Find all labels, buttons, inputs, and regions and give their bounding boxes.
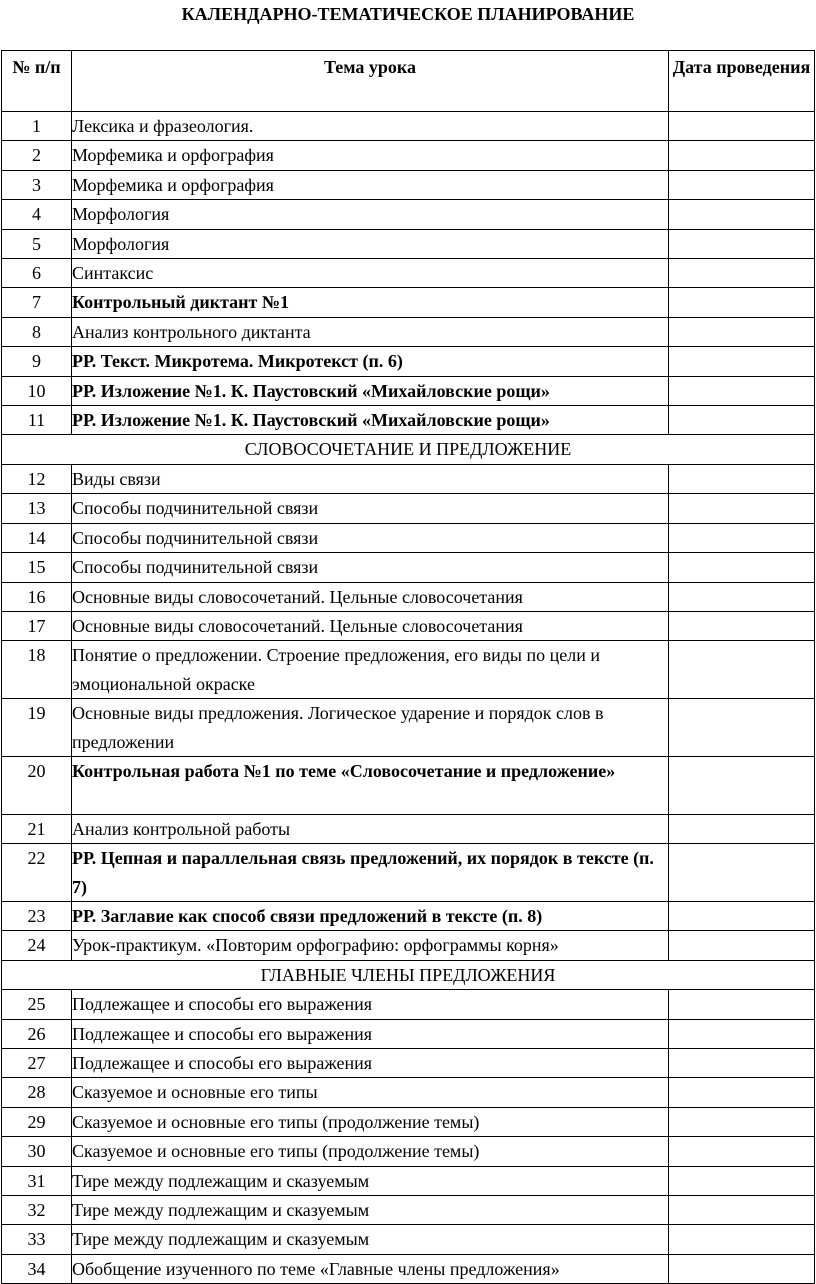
lesson-number: 14 <box>2 523 72 552</box>
lesson-date-cell[interactable] <box>669 259 815 288</box>
lesson-date-cell[interactable] <box>669 553 815 582</box>
table-row <box>2 406 815 435</box>
lesson-topic: РР. Заглавие как способ связи предложений в тексте (п. 8) <box>72 901 669 930</box>
table-row <box>2 141 815 170</box>
lesson-date-cell[interactable] <box>669 611 815 640</box>
lesson-date-cell[interactable] <box>669 200 815 229</box>
lesson-topic: РР. Изложение №1. К. Паустовский «Михайловские рощи» <box>72 376 669 405</box>
section-row <box>2 960 815 989</box>
lesson-topic: Морфология <box>72 200 669 229</box>
lesson-topic: Способы подчинительной связи <box>72 553 669 582</box>
table-row <box>2 582 815 611</box>
lesson-topic: Морфемика и орфография <box>72 141 669 170</box>
lesson-number: 8 <box>2 317 72 346</box>
table-row <box>2 288 815 317</box>
lesson-date-cell[interactable] <box>669 814 815 843</box>
lesson-number: 18 <box>2 641 72 699</box>
lesson-date-cell[interactable] <box>669 756 815 814</box>
lesson-topic: Морфемика и орфография <box>72 170 669 199</box>
table-row <box>2 1137 815 1166</box>
lesson-number: 1 <box>2 112 72 141</box>
lesson-date-cell[interactable] <box>669 229 815 258</box>
lesson-number: 13 <box>2 494 72 523</box>
table-row <box>2 1254 815 1283</box>
lesson-date-cell[interactable] <box>669 931 815 960</box>
lesson-number: 11 <box>2 406 72 435</box>
lesson-topic: Контрольная работа №1 по теме «Словосочетание и предложение» <box>72 756 669 814</box>
table-row <box>2 1019 815 1048</box>
table-row <box>2 170 815 199</box>
lesson-date-cell[interactable] <box>669 844 815 902</box>
lesson-topic: Подлежащее и способы его выражения <box>72 1019 669 1048</box>
lesson-number: 22 <box>2 844 72 902</box>
table-row <box>2 494 815 523</box>
lesson-number: 21 <box>2 814 72 843</box>
table-row <box>2 1166 815 1195</box>
lesson-number: 2 <box>2 141 72 170</box>
lesson-date-cell[interactable] <box>669 1166 815 1195</box>
table-row <box>2 844 815 902</box>
lesson-number: 27 <box>2 1048 72 1077</box>
table-row <box>2 317 815 346</box>
lesson-date-cell[interactable] <box>669 641 815 699</box>
lesson-number: 30 <box>2 1137 72 1166</box>
lesson-topic: Обобщение изученного по теме «Главные члены предложения» <box>72 1254 669 1283</box>
lesson-number: 4 <box>2 200 72 229</box>
table-row <box>2 611 815 640</box>
lesson-topic: Основные виды словосочетаний. Цельные словосочетания <box>72 611 669 640</box>
table-row <box>2 1048 815 1077</box>
lesson-plan-table <box>1 50 815 1284</box>
lesson-number: 19 <box>2 699 72 757</box>
table-row <box>2 259 815 288</box>
table-body <box>2 112 815 1284</box>
lesson-number: 9 <box>2 347 72 376</box>
lesson-topic: Основные виды словосочетаний. Цельные словосочетания <box>72 582 669 611</box>
lesson-date-cell[interactable] <box>669 1019 815 1048</box>
lesson-number: 7 <box>2 288 72 317</box>
lesson-topic: Способы подчинительной связи <box>72 523 669 552</box>
lesson-topic: Морфология <box>72 229 669 258</box>
table-row <box>2 464 815 493</box>
lesson-topic: Понятие о предложении. Строение предложения, его виды по цели и эмоциональной окраске <box>72 641 669 699</box>
lesson-date-cell[interactable] <box>669 170 815 199</box>
header-topic: Тема урока <box>72 51 669 112</box>
header-num: № п/п <box>2 51 72 112</box>
lesson-number: 17 <box>2 611 72 640</box>
lesson-date-cell[interactable] <box>669 376 815 405</box>
table-row <box>2 1107 815 1136</box>
lesson-date-cell[interactable] <box>669 582 815 611</box>
lesson-date-cell[interactable] <box>669 1196 815 1225</box>
lesson-number: 5 <box>2 229 72 258</box>
lesson-topic: Контрольный диктант №1 <box>72 288 669 317</box>
lesson-date-cell[interactable] <box>669 317 815 346</box>
lesson-date-cell[interactable] <box>669 1254 815 1283</box>
lesson-date-cell[interactable] <box>669 699 815 757</box>
lesson-date-cell[interactable] <box>669 112 815 141</box>
lesson-topic: Тире между подлежащим и сказуемым <box>72 1225 669 1254</box>
lesson-number: 3 <box>2 170 72 199</box>
lesson-number: 12 <box>2 464 72 493</box>
lesson-date-cell[interactable] <box>669 1048 815 1077</box>
table-row <box>2 1078 815 1107</box>
lesson-number: 26 <box>2 1019 72 1048</box>
lesson-number: 31 <box>2 1166 72 1195</box>
lesson-topic: Подлежащее и способы его выражения <box>72 990 669 1019</box>
lesson-topic: Тире между подлежащим и сказуемым <box>72 1196 669 1225</box>
lesson-topic: Лексика и фразеология. <box>72 112 669 141</box>
lesson-date-cell[interactable] <box>669 347 815 376</box>
table-row <box>2 1196 815 1225</box>
lesson-number: 20 <box>2 756 72 814</box>
lesson-number: 33 <box>2 1225 72 1254</box>
lesson-date-cell[interactable] <box>669 406 815 435</box>
table-row <box>2 931 815 960</box>
lesson-number: 28 <box>2 1078 72 1107</box>
table-row <box>2 641 815 699</box>
table-row <box>2 756 815 814</box>
header-date: Дата проведения <box>669 51 815 112</box>
lesson-topic: РР. Изложение №1. К. Паустовский «Михайловские рощи» <box>72 406 669 435</box>
lesson-date-cell[interactable] <box>669 901 815 930</box>
table-row <box>2 990 815 1019</box>
table-row <box>2 112 815 141</box>
lesson-number: 23 <box>2 901 72 930</box>
lesson-number: 15 <box>2 553 72 582</box>
lesson-number: 24 <box>2 931 72 960</box>
table-row <box>2 229 815 258</box>
lesson-number: 16 <box>2 582 72 611</box>
section-title: ГЛАВНЫЕ ЧЛЕНЫ ПРЕДЛОЖЕНИЯ <box>2 960 815 989</box>
lesson-date-cell[interactable] <box>669 288 815 317</box>
lesson-date-cell[interactable] <box>669 1107 815 1136</box>
lesson-topic: РР. Цепная и параллельная связь предложений, их порядок в тексте (п. 7) <box>72 844 669 902</box>
lesson-number: 34 <box>2 1254 72 1283</box>
lesson-number: 32 <box>2 1196 72 1225</box>
lesson-date-cell[interactable] <box>669 1078 815 1107</box>
lesson-topic: РР. Текст. Микротема. Микротекст (п. 6) <box>72 347 669 376</box>
lesson-date-cell[interactable] <box>669 1137 815 1166</box>
lesson-topic: Сказуемое и основные его типы <box>72 1078 669 1107</box>
lesson-topic: Сказуемое и основные его типы (продолжение темы) <box>72 1107 669 1136</box>
lesson-topic: Тире между подлежащим и сказуемым <box>72 1166 669 1195</box>
lesson-topic: Анализ контрольного диктанта <box>72 317 669 346</box>
table-row <box>2 376 815 405</box>
lesson-topic: Подлежащее и способы его выражения <box>72 1048 669 1077</box>
lesson-date-cell[interactable] <box>669 990 815 1019</box>
lesson-date-cell[interactable] <box>669 523 815 552</box>
table-row <box>2 347 815 376</box>
lesson-number: 25 <box>2 990 72 1019</box>
lesson-date-cell[interactable] <box>669 494 815 523</box>
lesson-topic: Сказуемое и основные его типы (продолжение темы) <box>72 1137 669 1166</box>
lesson-date-cell[interactable] <box>669 141 815 170</box>
table-row <box>2 553 815 582</box>
lesson-topic: Виды связи <box>72 464 669 493</box>
table-row <box>2 699 815 757</box>
lesson-topic: Синтаксис <box>72 259 669 288</box>
lesson-date-cell[interactable] <box>669 464 815 493</box>
table-row <box>2 814 815 843</box>
lesson-number: 10 <box>2 376 72 405</box>
lesson-topic: Анализ контрольной работы <box>72 814 669 843</box>
lesson-number: 6 <box>2 259 72 288</box>
lesson-topic: Способы подчинительной связи <box>72 494 669 523</box>
section-title: СЛОВОСОЧЕТАНИЕ И ПРЕДЛОЖЕНИЕ <box>2 435 815 464</box>
table-header-row <box>2 51 815 112</box>
table-row <box>2 200 815 229</box>
document-title: КАЛЕНДАРНО-ТЕМАТИЧЕСКОЕ ПЛАНИРОВАНИЕ <box>181 4 635 24</box>
lesson-topic: Основные виды предложения. Логическое ударение и порядок слов в предложении <box>72 699 669 757</box>
lesson-number: 29 <box>2 1107 72 1136</box>
section-row <box>2 435 815 464</box>
table-row <box>2 901 815 930</box>
table-row <box>2 523 815 552</box>
lesson-topic: Урок-практикум. «Повторим орфографию: орфограммы корня» <box>72 931 669 960</box>
